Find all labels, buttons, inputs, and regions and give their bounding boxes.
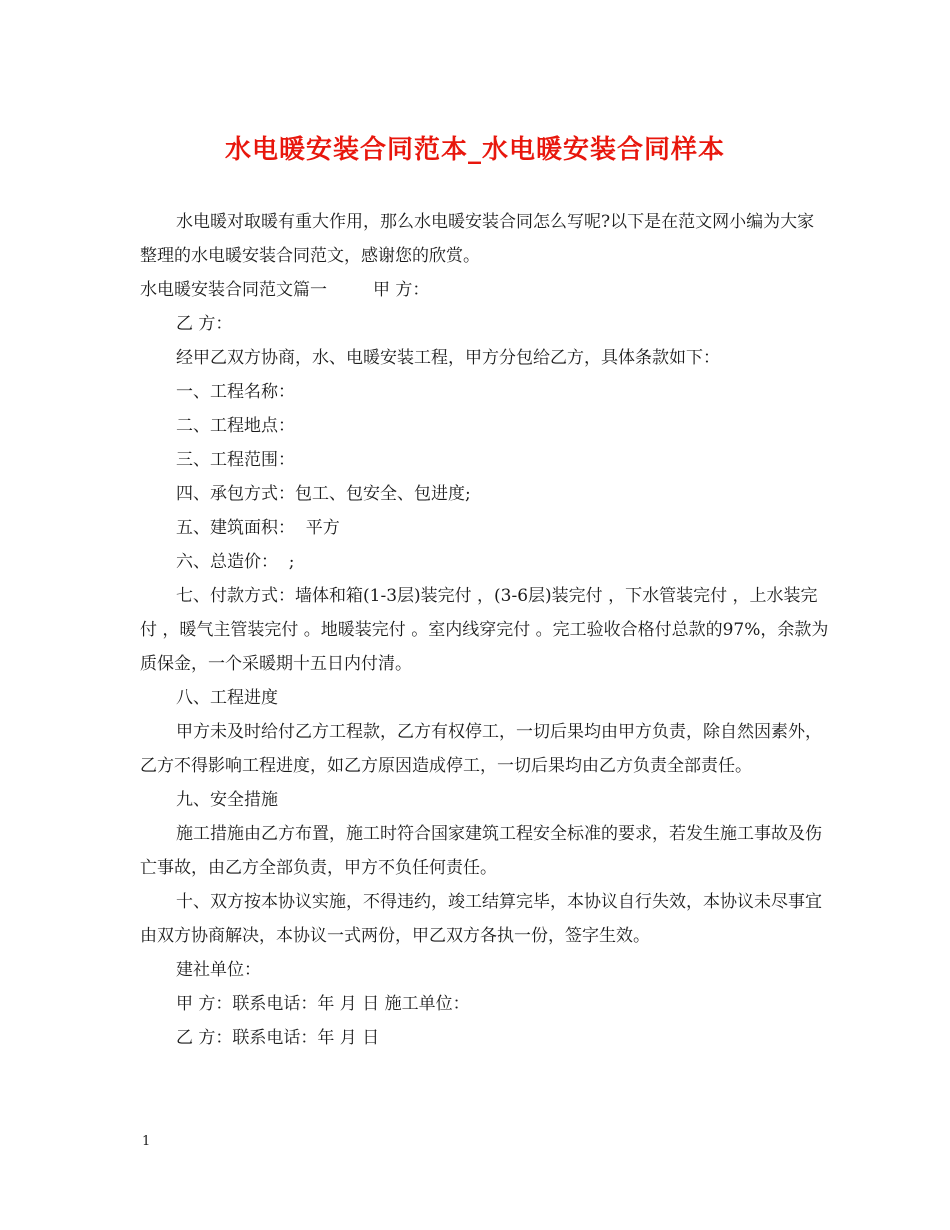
clause-6: 六、总造价： ;	[176, 552, 295, 572]
clause-3: 三、工程范围：	[176, 450, 295, 470]
clause-10: 十、双方按本协议实施，不得违约，竣工结算完毕，本协议自行失效，本协议未尽事宜由双方协商解决，本协议一式两份，甲乙双方各执一份，签字生效。	[140, 892, 822, 946]
clause-9-heading: 九、安全措施	[176, 790, 278, 810]
clause-1: 一、工程名称：	[176, 382, 295, 402]
party-b-label: 乙 方：	[176, 314, 233, 334]
clause-2: 二、工程地点：	[176, 416, 295, 436]
clause-5: 五、建筑面积： 平方	[176, 518, 340, 538]
section-heading: 水电暖安装合同范文篇一	[140, 280, 327, 300]
section-heading-line	[140, 273, 830, 307]
party-a-signature-line: 甲 方：联系电话：年 月 日 施工单位：	[176, 994, 470, 1014]
clause-7: 七、付款方式：墙体和箱(1-3层)装完付 ，(3-6层)装完付 ，下水管装完付 ，上水装完付 ，暖气主管装完付 。地暖装完付 。室内线穿完付 。完工验收合格付总款的97%，余款为质保金，一个采暖期十五日内付清。	[140, 586, 829, 674]
party-b-signature-line: 乙 方：联系电话：年 月 日	[176, 1028, 380, 1048]
agreement-intro: 经甲乙双方协商，水、电暖安装工程，甲方分包给乙方，具体条款如下：	[176, 348, 720, 368]
document-body	[140, 205, 830, 1055]
page-number: 1	[142, 1134, 151, 1149]
document-title: 水电暖安装合同范本_水电暖安装合同样本	[224, 135, 725, 165]
clause-9-body: 施工措施由乙方布置，施工时符合国家建筑工程安全标准的要求，若发生施工事故及伤亡事故，由乙方全部负责，甲方不负任何责任。	[140, 824, 822, 878]
intro-paragraph: 水电暖对取暖有重大作用，那么水电暖安装合同怎么写呢?以下是在范文网小编为大家整理的水电暖安装合同范文，感谢您的欣赏。	[140, 212, 815, 266]
party-a-label: 甲 方：	[373, 280, 430, 300]
builder-unit-line: 建社单位：	[176, 960, 261, 980]
clause-8-heading: 八、工程进度	[176, 688, 278, 708]
clause-4: 四、承包方式：包工、包安全、包进度;	[176, 484, 471, 504]
clause-8-body: 甲方未及时给付乙方工程款，乙方有权停工，一切后果均由甲方负责，除自然因素外，乙方不得影响工程进度，如乙方原因造成停工，一切后果均由乙方负责全部责任。	[140, 722, 822, 776]
